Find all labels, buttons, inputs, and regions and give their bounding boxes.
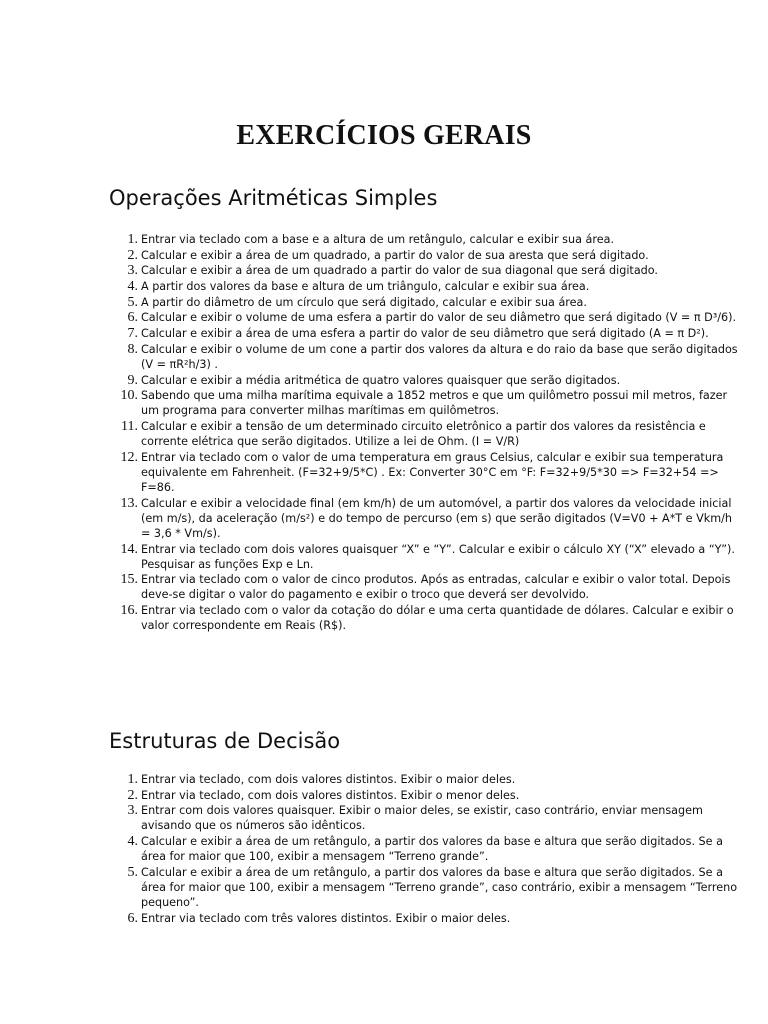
list-item-text: Calcular e exibir a média aritmética de quatro valores quaisquer que serão digitados. <box>141 373 621 387</box>
list-item-number: 6. <box>127 310 138 326</box>
list-item-text: Entrar via teclado com o valor de cinco produtos. Após as entradas, calcular e exibir o valor total. Depois deve-se digitar o valor do pagamento e exibir o troco que deverá ser devolvido. <box>141 573 731 602</box>
list-item-number: 5. <box>127 864 138 880</box>
page-title: EXERCÍCIOS GERAIS <box>236 120 532 151</box>
list-item-text: A partir do diâmetro de um círculo que será digitado, calcular e exibir sua área. <box>141 295 587 309</box>
list-item <box>120 496 740 541</box>
list-item <box>120 310 740 325</box>
list-item <box>120 572 740 602</box>
list-item-text: Entrar via teclado com o valor da cotação do dólar e uma certa quantidade de dólares. Calcular e exibir o valor correspondente em Reais (R$). <box>141 604 734 633</box>
list-item-number: 4. <box>127 279 138 295</box>
list-item-text: Calcular e exibir a área de um retângulo, a partir dos valores da base e altura que serão digitados. Se a área for maior que 100, exibir a mensagem “Terreno grande”, caso contrário, exibir a mensagem “Terreno pequeno”. <box>141 865 738 910</box>
list-item-number: 14. <box>120 541 138 557</box>
list-item-number: 2. <box>127 247 138 263</box>
list-item <box>120 911 740 926</box>
list-item-text: Calcular e exibir a área de uma esfera a partir do valor de seu diâmetro que será digitado (A = π D²). <box>141 327 709 341</box>
list-item-number: 1. <box>127 232 138 247</box>
list-item-number: 1. <box>127 772 138 787</box>
list-item-text: Entrar via teclado com a base e a altura de um retângulo, calcular e exibir sua área. <box>141 233 615 246</box>
list-item <box>120 373 740 388</box>
list-item <box>120 419 740 449</box>
section-heading-operacoes: Operações Aritméticas Simples <box>109 186 438 210</box>
list-item <box>120 248 740 263</box>
list-item-number: 15. <box>120 572 138 588</box>
list-item <box>120 232 740 247</box>
list-item-text: Entrar via teclado com dois valores quaisquer “X” e “Y”. Calcular e exibir o cálculo XY (“X” elevado a “Y”). Pesquisar as funções Exp e Ln. <box>141 542 735 571</box>
section-heading-decisao: Estruturas de Decisão <box>109 729 341 753</box>
list-item-text: Entrar com dois valores quaisquer. Exibir o maior deles, se existir, caso contrário, enviar mensagem avisando que os números são idênticos. <box>141 804 703 833</box>
list-item <box>120 326 740 341</box>
list-item <box>120 788 740 803</box>
list-item-text: Calcular e exibir a velocidade final (em km/h) de um automóvel, a partir dos valores da velocidade inicial (em m/s), da aceleração (m/s²) e do tempo de percurso (em s) que serão digitados (V=V0 + A*T e Vkm/h = 3,6 * Vm/s). <box>141 496 733 540</box>
list-item-text: Calcular e exibir a tensão de um determinado circuito eletrônico a partir dos valores da resistência e corrente elétrica que serão digitados. Utilize a lei de Ohm. (I = V/R) <box>141 420 706 449</box>
list-item-text: Entrar via teclado, com dois valores distintos. Exibir o menor deles. <box>141 788 520 802</box>
list-item-text: Calcular e exibir a área de um retângulo, a partir dos valores da base e altura que serão digitados. Se a área for maior que 100, exibir a mensagem “Terreno grande”. <box>141 835 723 864</box>
list-item <box>120 295 740 310</box>
exercise-list-operacoes <box>120 232 740 634</box>
list-item-number: 3. <box>127 803 138 819</box>
list-item-number: 2. <box>127 787 138 803</box>
list-item-number: 6. <box>127 910 138 926</box>
list-item-text: Entrar via teclado, com dois valores distintos. Exibir o maior deles. <box>141 773 516 786</box>
list-item <box>120 542 740 572</box>
list-item-number: 4. <box>127 834 138 850</box>
list-item-number: 8. <box>127 341 138 357</box>
list-item-text: Calcular e exibir a área de um quadrado, a partir do valor de sua aresta que será digitado. <box>141 248 649 262</box>
list-item-number: 9. <box>127 372 138 388</box>
list-item <box>120 450 740 495</box>
list-item-number: 3. <box>127 263 138 279</box>
list-item-text: Entrar via teclado com o valor de uma temperatura em graus Celsius, calcular e exibir sua temperatura equivalente em Fahrenheit. (F=32+9/5*C) . Ex: Converter 30°C em °F: F=32+9/5*30 => F=32+54 => F=86. <box>141 450 724 495</box>
list-item-number: 7. <box>127 326 138 342</box>
list-item-text: Calcular e exibir o volume de uma esfera a partir do valor de seu diâmetro que será digitado (V = π D³/6). <box>141 311 737 325</box>
list-item <box>120 603 740 633</box>
list-item <box>120 388 740 418</box>
list-item <box>120 342 740 372</box>
list-item <box>120 263 740 278</box>
list-item-text: Sabendo que uma milha marítima equivale a 1852 metros e que um quilômetro possui mil metros, fazer um programa para converter milhas marítimas em quilômetros. <box>141 389 728 418</box>
list-item-number: 13. <box>120 495 138 511</box>
list-item <box>120 772 740 787</box>
list-item-text: A partir dos valores da base e altura de um triângulo, calcular e exibir sua área. <box>141 280 590 294</box>
exercise-list-decisao <box>120 772 740 927</box>
list-item-text: Calcular e exibir o volume de um cone a partir dos valores da altura e do raio da base que serão digitados (V = πR²h/3) . <box>141 342 738 371</box>
list-item-text: Calcular e exibir a área de um quadrado a partir do valor de sua diagonal que será digitado. <box>141 264 658 278</box>
list-item <box>120 865 740 910</box>
list-item <box>120 803 740 833</box>
list-item-number: 12. <box>120 449 138 465</box>
list-item-text: Entrar via teclado com três valores distintos. Exibir o maior deles. <box>141 911 511 925</box>
list-item-number: 10. <box>120 388 138 404</box>
list-item <box>120 834 740 864</box>
list-item-number: 16. <box>120 603 138 619</box>
list-item-number: 5. <box>127 294 138 310</box>
list-item-number: 11. <box>121 419 138 435</box>
list-item <box>120 279 740 294</box>
